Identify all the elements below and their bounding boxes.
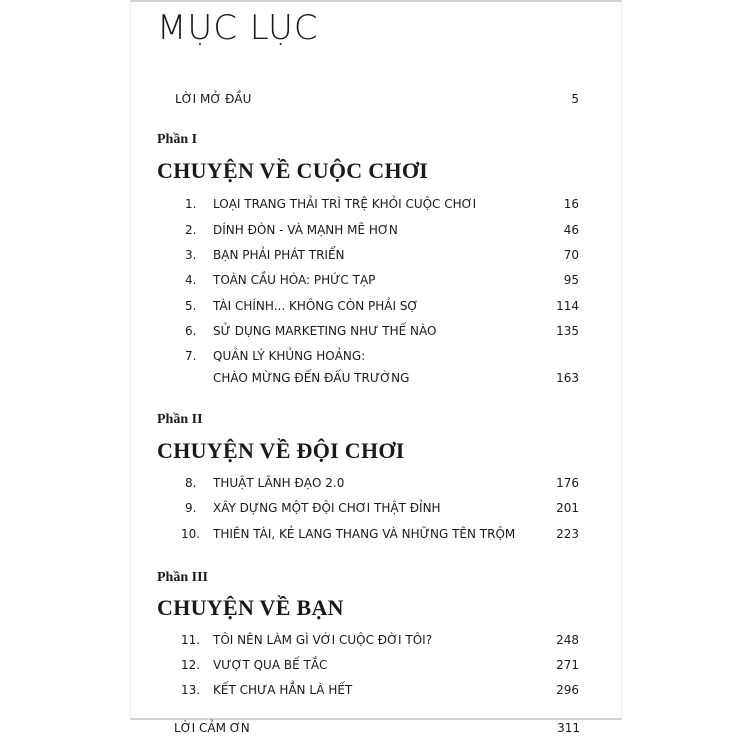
toc-entry [131, 349, 621, 369]
toc-entry-number: 12. [181, 658, 201, 672]
toc-entry-label: XÂY DỰNG MỘT ĐỘI CHƠI THẬT ĐỈNH [213, 501, 441, 515]
toc-entry [131, 299, 621, 319]
toc-entry-label: TÔI NÊN LÀM GÌ VỚI CUỘC ĐỜI TÔI? [213, 633, 433, 647]
toc-entry-page: 248 [556, 633, 579, 647]
toc-entry [131, 248, 621, 268]
toc-entry-number: 8. [185, 476, 197, 490]
toc-entry [131, 197, 621, 217]
page-title: MỤC LỤC [157, 8, 319, 48]
toc-entry [131, 273, 621, 293]
toc-entry [131, 527, 621, 547]
toc-entry-page: 223 [556, 527, 579, 541]
toc-entry-label: BẠN PHẢI PHÁT TRIỂN [213, 248, 345, 262]
toc-entry-page: 163 [556, 371, 579, 385]
part-label: Phần II [157, 412, 203, 427]
toc-entry-number: 5. [185, 299, 197, 313]
toc-entry-page: 311 [557, 721, 580, 735]
toc-entry-page: 176 [556, 476, 579, 490]
toc-entry-label: TÀI CHÍNH... KHÔNG CÒN PHẢI SỢ [213, 299, 419, 313]
toc-entry-page: 70 [563, 248, 579, 262]
toc-entry-number: 10. [181, 527, 201, 541]
toc-entry-number: 1. [185, 197, 197, 211]
toc-entry-page: 296 [556, 683, 579, 697]
toc-entry-continuation [131, 371, 621, 391]
toc-entry-label: TOÀN CẦU HÓA: PHỨC TẠP [213, 273, 376, 287]
part-title: CHUYỆN VỀ ĐỘI CHƠI [157, 438, 405, 463]
toc-entry [131, 683, 621, 703]
toc-entry-page: 271 [556, 658, 579, 672]
toc-entry-intro [131, 92, 621, 112]
toc-entry-number: 4. [185, 273, 197, 287]
toc-entry-label: THUẬT LÃNH ĐẠO 2.0 [213, 476, 345, 490]
toc-entry-page: 16 [563, 197, 579, 211]
part-title: CHUYỆN VỀ CUỘC CHƠI [157, 158, 429, 183]
part-label: Phần III [157, 570, 208, 585]
toc-entry-label: LOẠI TRANG THẢI TRÌ TRỆ KHỎI CUỘC CHƠI [213, 197, 477, 211]
toc-entry-label: DÍNH ĐÒN - VÀ MẠNH MẼ HƠN [213, 223, 398, 237]
toc-entry-page: 114 [556, 299, 579, 313]
toc-entry-number: 11. [181, 633, 201, 647]
toc-entry [131, 633, 621, 653]
toc-entry [131, 223, 621, 243]
toc-entry-label: THIÊN TÀI, KẺ LANG THANG VÀ NHỮNG TÊN TRỘM [213, 527, 516, 541]
toc-entry-page: 135 [556, 324, 579, 338]
toc-entry-number: 7. [185, 349, 197, 363]
toc-entry-page: 95 [563, 273, 579, 287]
toc-entry-label: QUẢN LÝ KHỦNG HOẢNG: [213, 349, 366, 363]
toc-entry-page: 201 [556, 501, 579, 515]
toc-entry [131, 501, 621, 521]
toc-entry-label: LỜI MỞ ĐẦU [175, 92, 252, 106]
toc-entry-number: 13. [181, 683, 201, 697]
toc-entry-label: SỬ DỤNG MARKETING NHƯ THẾ NÀO [213, 324, 437, 338]
toc-entry-label: LỜI CẢM ƠN [174, 721, 250, 735]
toc-entry-label: VƯỢT QUA BẾ TẮC [213, 658, 328, 672]
toc-entry-label: KẾT CHƯA HẲN LÀ HẾT [213, 683, 353, 697]
toc-entry [131, 476, 621, 496]
toc-entry-page: 46 [563, 223, 579, 237]
toc-entry-number: 2. [185, 223, 197, 237]
part-label: Phần I [157, 132, 198, 147]
toc-entry-label: CHÀO MỪNG ĐẾN ĐẤU TRƯỜNG [213, 371, 410, 385]
toc-entry-page: 5 [571, 92, 579, 106]
toc-entry-number: 6. [185, 324, 197, 338]
toc-entry-number: 9. [185, 501, 197, 515]
toc-entry-outro [130, 721, 622, 741]
toc-entry [131, 658, 621, 678]
part-title: CHUYỆN VỀ BẠN [157, 595, 344, 620]
toc-entry-number: 3. [185, 248, 197, 262]
toc-entry [131, 324, 621, 344]
book-page [130, 0, 622, 720]
